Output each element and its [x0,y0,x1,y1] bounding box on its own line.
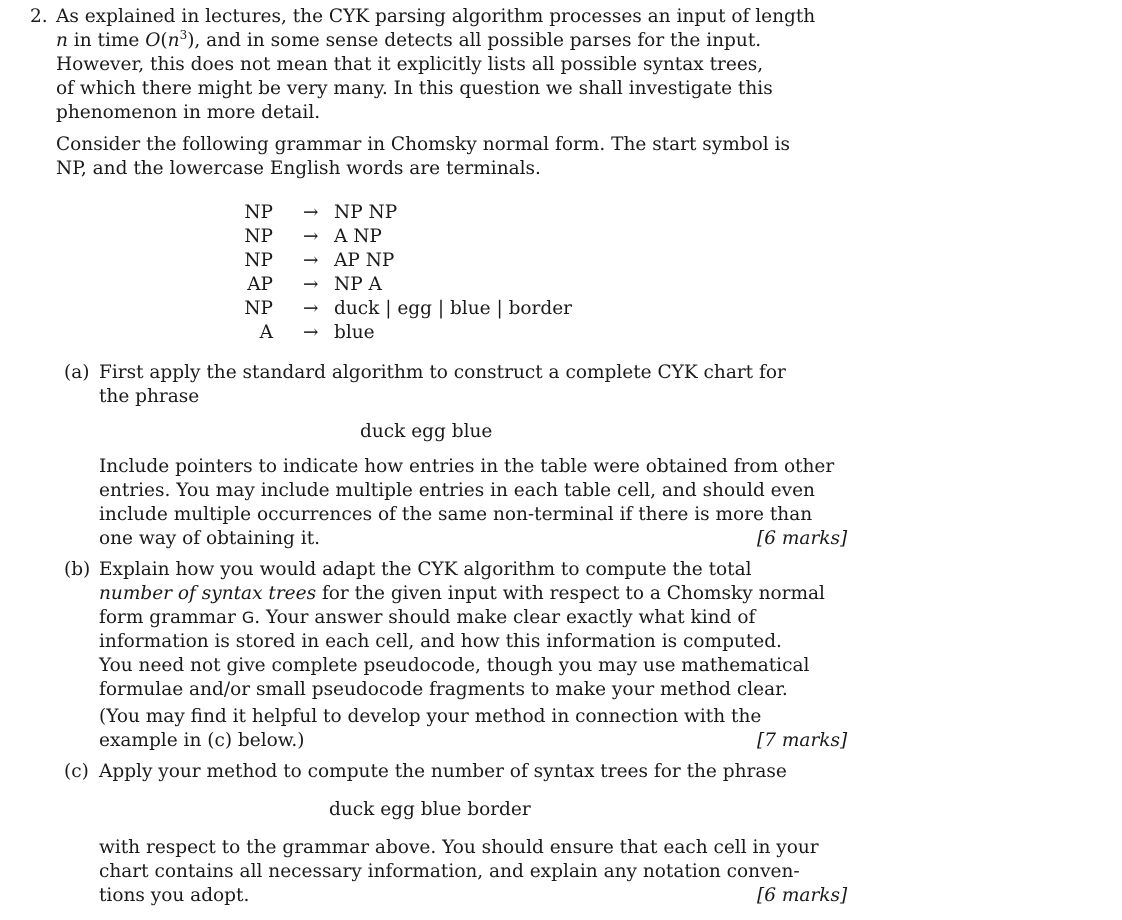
rule-lhs: NP [244,250,273,271]
part-a-label: (a) [64,362,90,383]
rule-arrow: → [303,202,319,223]
rule-lhs: AP [247,274,273,295]
part-b-line: Explain how you would adapt the CYK algorithm to compute the total [99,559,752,580]
part-b-line: (You may find it helpful to develop your method in connection with the [99,706,762,727]
part-a-line: the phrase [99,386,200,407]
part-b-line: You need not give complete pseudocode, though you may use mathematical [99,655,810,676]
question-number: 2. [30,6,48,27]
part-a-line: Include pointers to indicate how entries in the table were obtained from other [99,456,835,477]
intro-line-5: phenomenon in more detail. [56,102,321,123]
rule-rhs: AP NP [334,250,395,271]
part-c-line: Apply your method to compute the number of syntax trees for the phrase [99,761,787,782]
rule-lhs: NP [244,202,273,223]
intro-line-4: of which there might be very many. In this question we shall investigate this [56,78,773,99]
rule-rhs: duck | egg | blue | border [334,298,573,319]
part-c-phrase: duck egg blue border [329,799,531,820]
part-b-label: (b) [64,559,91,580]
consider-line-2: NP, and the lowercase English words are terminals. [56,158,541,179]
part-a-line: include multiple occurrences of the same non-terminal if there is more than [99,504,813,525]
part-c-line: with respect to the grammar above. You should ensure that each cell in your [99,837,819,858]
rule-lhs: A [259,322,273,343]
part-b-line: information is stored in each cell, and how this information is computed. [99,631,782,652]
rule-arrow: → [303,226,319,247]
rule-lhs: NP [244,298,273,319]
rule-arrow: → [303,250,319,271]
rule-arrow: → [303,322,319,343]
part-b-line: form grammar G. Your answer should make clear exactly what kind of [99,607,756,628]
part-b-marks: [7 marks] [757,730,848,751]
part-a-line: one way of obtaining it. [99,528,321,549]
part-b-line: number of syntax trees for the given input with respect to a Chomsky normal [99,583,825,604]
part-a-line: First apply the standard algorithm to construct a complete CYK chart for [99,362,786,383]
rule-arrow: → [303,298,319,319]
rule-rhs: A NP [334,226,382,247]
part-a-line: entries. You may include multiple entries in each table cell, and should even [99,480,815,501]
part-b-line: formulae and/or small pseudocode fragments to make your method clear. [99,679,788,700]
part-b-line: example in (c) below.) [99,730,305,751]
consider-line-1: Consider the following grammar in Chomsky normal form. The start symbol is [56,134,790,155]
part-c-label: (c) [64,761,89,782]
part-a-phrase: duck egg blue [360,421,493,442]
part-c-line: tions you adopt. [99,885,250,906]
rule-rhs: NP NP [334,202,398,223]
rule-arrow: → [303,274,319,295]
part-a-marks: [6 marks] [757,528,848,549]
rule-rhs: blue [334,322,375,343]
rule-lhs: NP [244,226,273,247]
part-c-line: chart contains all necessary information, and explain any notation conven- [99,861,800,882]
intro-line-1: As explained in lectures, the CYK parsing algorithm processes an input of length [56,6,816,27]
rule-rhs: NP A [334,274,382,295]
intro-line-3: However, this does not mean that it explicitly lists all possible syntax trees, [56,54,764,75]
intro-line-2: n in time $O(n^3)$, and in some sense detects all possible parses for the input. [56,28,762,51]
part-c-marks: [6 marks] [757,885,848,906]
